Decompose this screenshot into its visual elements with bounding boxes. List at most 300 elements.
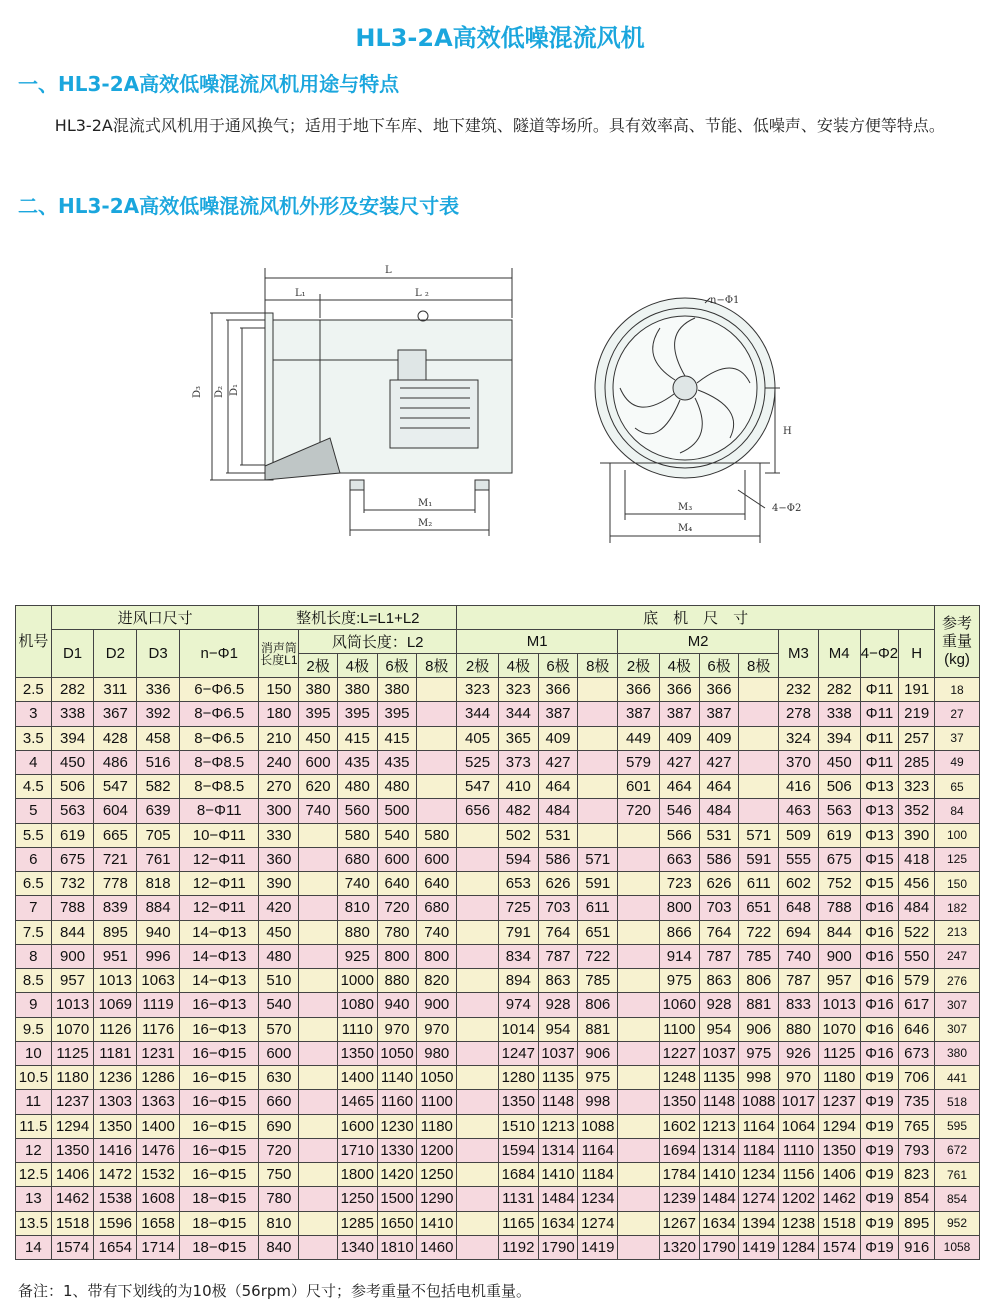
- col-m2-6p: 6极: [699, 654, 739, 678]
- table-cell: 13.5: [16, 1211, 52, 1235]
- svg-text:M₄: M₄: [678, 523, 693, 534]
- table-cell: 675: [51, 847, 94, 871]
- table-cell: 323: [899, 775, 935, 799]
- table-cell: 344: [498, 702, 538, 726]
- svg-text:D₂: D₂: [214, 385, 225, 398]
- table-cell: [739, 678, 779, 702]
- side-view: [210, 268, 512, 536]
- table-cell: 1350: [94, 1114, 137, 1138]
- table-cell: 723: [659, 872, 699, 896]
- table-cell: 880: [377, 969, 417, 993]
- table-cell: 1340: [337, 1235, 377, 1259]
- table-cell: 1694: [659, 1138, 699, 1162]
- table-row: [16, 993, 980, 1017]
- table-cell: 100: [935, 823, 980, 847]
- table-cell: 705: [137, 823, 180, 847]
- table-cell: 720: [259, 1138, 299, 1162]
- table-cell: 1410: [699, 1163, 739, 1187]
- table-cell: 257: [899, 726, 935, 750]
- usage-paragraph: HL3-2A混流式风机用于通风换气；适用于地下车库、地下建筑、隧道等场所。具有效率高、节能、低噪声、安装方便等特点。: [54, 116, 945, 135]
- table-cell: 1058: [935, 1235, 980, 1259]
- table-cell: 1088: [739, 1090, 779, 1114]
- table-cell: 940: [377, 993, 417, 1017]
- table-cell: 506: [51, 775, 94, 799]
- table-cell: 324: [779, 726, 819, 750]
- table-cell: 725: [498, 896, 538, 920]
- table-cell: 7.5: [16, 920, 52, 944]
- table-cell: 1200: [417, 1138, 457, 1162]
- table-cell: 1234: [578, 1187, 618, 1211]
- col-m1-8p: 8极: [578, 654, 618, 678]
- col-m2-4p: 4极: [659, 654, 699, 678]
- table-cell: 1140: [377, 1066, 417, 1090]
- table-cell: 1350: [659, 1090, 699, 1114]
- table-cell: [457, 944, 499, 968]
- dimension-table: [15, 605, 980, 1260]
- table-cell: 928: [538, 993, 578, 1017]
- table-cell: 12−Φ11: [180, 847, 259, 871]
- table-cell: 881: [739, 993, 779, 1017]
- table-cell: 651: [578, 920, 618, 944]
- table-cell: 780: [377, 920, 417, 944]
- col-tube-l2: 风筒长度：L2: [299, 630, 457, 654]
- table-cell: 14: [16, 1235, 52, 1259]
- table-cell: 800: [377, 944, 417, 968]
- table-cell: 464: [659, 775, 699, 799]
- table-cell: 464: [699, 775, 739, 799]
- table-cell: 600: [377, 847, 417, 871]
- table-cell: 1634: [538, 1211, 578, 1235]
- table-cell: [457, 1211, 499, 1235]
- table-cell: 510: [259, 969, 299, 993]
- col-base: 底 机 尺 寸: [457, 606, 935, 630]
- table-cell: 12.5: [16, 1163, 52, 1187]
- table-cell: [739, 799, 779, 823]
- table-cell: 427: [538, 750, 578, 774]
- table-cell: 1602: [659, 1114, 699, 1138]
- table-cell: 480: [337, 775, 377, 799]
- table-cell: [618, 1066, 660, 1090]
- table-cell: 600: [417, 847, 457, 871]
- table-cell: 338: [51, 702, 94, 726]
- table-cell: 680: [417, 896, 457, 920]
- table-cell: 240: [259, 750, 299, 774]
- table-cell: 1064: [779, 1114, 819, 1138]
- table-cell: 765: [899, 1114, 935, 1138]
- table-cell: 785: [578, 969, 618, 993]
- table-cell: 806: [578, 993, 618, 1017]
- table-cell: [457, 1138, 499, 1162]
- table-cell: 16−Φ15: [180, 1114, 259, 1138]
- table-cell: 5: [16, 799, 52, 823]
- table-cell: 450: [51, 750, 94, 774]
- table-cell: 974: [498, 993, 538, 1017]
- table-cell: 1594: [498, 1138, 538, 1162]
- table-cell: 1014: [498, 1017, 538, 1041]
- table-cell: Φ15: [860, 847, 899, 871]
- table-cell: 12−Φ11: [180, 872, 259, 896]
- table-cell: 926: [779, 1041, 819, 1065]
- table-cell: 560: [337, 799, 377, 823]
- table-cell: 18−Φ15: [180, 1187, 259, 1211]
- table-row: [16, 847, 980, 871]
- table-cell: 1013: [51, 993, 94, 1017]
- table-cell: 546: [659, 799, 699, 823]
- table-cell: 1634: [699, 1211, 739, 1235]
- table-cell: 1284: [779, 1235, 819, 1259]
- svg-text:L ₂: L ₂: [415, 288, 429, 299]
- table-cell: 1462: [818, 1187, 860, 1211]
- table-cell: 619: [818, 823, 860, 847]
- table-cell: 330: [259, 823, 299, 847]
- table-cell: 1063: [137, 969, 180, 993]
- table-cell: 579: [899, 969, 935, 993]
- table-cell: 1231: [137, 1041, 180, 1065]
- table-cell: [618, 993, 660, 1017]
- table-cell: 435: [337, 750, 377, 774]
- table-cell: 387: [618, 702, 660, 726]
- table-row: [16, 799, 980, 823]
- col-phi2: 4−Φ2: [860, 630, 899, 678]
- table-cell: 8−Φ8.5: [180, 775, 259, 799]
- table-cell: 3: [16, 702, 52, 726]
- table-cell: 16−Φ15: [180, 1163, 259, 1187]
- table-cell: [618, 969, 660, 993]
- table-cell: 380: [337, 678, 377, 702]
- table-cell: 1184: [578, 1163, 618, 1187]
- table-cell: 940: [137, 920, 180, 944]
- table-cell: 646: [899, 1017, 935, 1041]
- table-cell: 665: [94, 823, 137, 847]
- table-cell: [417, 678, 457, 702]
- table-cell: 8−Φ6.5: [180, 702, 259, 726]
- table-cell: 914: [659, 944, 699, 968]
- table-cell: 1247: [498, 1041, 538, 1065]
- table-cell: 1790: [699, 1235, 739, 1259]
- table-cell: 4: [16, 750, 52, 774]
- table-cell: 761: [935, 1163, 980, 1187]
- table-cell: 1654: [94, 1235, 137, 1259]
- table-cell: 8−Φ6.5: [180, 726, 259, 750]
- table-cell: 563: [51, 799, 94, 823]
- table-cell: 611: [739, 872, 779, 896]
- table-cell: 1135: [538, 1066, 578, 1090]
- table-cell: 1274: [739, 1187, 779, 1211]
- table-cell: 916: [899, 1235, 935, 1259]
- table-cell: 673: [899, 1041, 935, 1065]
- table-cell: 1119: [137, 993, 180, 1017]
- table-cell: 366: [699, 678, 739, 702]
- table-cell: 900: [51, 944, 94, 968]
- table-cell: 626: [538, 872, 578, 896]
- table-cell: 506: [818, 775, 860, 799]
- table-cell: 640: [417, 872, 457, 896]
- table-cell: 582: [137, 775, 180, 799]
- table-cell: 1608: [137, 1187, 180, 1211]
- table-cell: 409: [659, 726, 699, 750]
- table-cell: 484: [538, 799, 578, 823]
- table-cell: 1050: [417, 1066, 457, 1090]
- table-cell: 1213: [538, 1114, 578, 1138]
- table-cell: 1180: [818, 1066, 860, 1090]
- table-cell: 8−Φ8.5: [180, 750, 259, 774]
- table-cell: [618, 920, 660, 944]
- table-cell: 394: [818, 726, 860, 750]
- table-cell: 1574: [818, 1235, 860, 1259]
- table-cell: [457, 1235, 499, 1259]
- table-cell: 366: [659, 678, 699, 702]
- table-cell: 1476: [137, 1138, 180, 1162]
- table-cell: 752: [818, 872, 860, 896]
- table-cell: 502: [498, 823, 538, 847]
- table-cell: [457, 1066, 499, 1090]
- table-row: [16, 896, 980, 920]
- col-ref-weight: 参考重量(kg): [935, 606, 980, 678]
- table-row: [16, 1114, 980, 1138]
- col-d3: D3: [137, 630, 180, 678]
- table-cell: 6: [16, 847, 52, 871]
- table-cell: 854: [899, 1187, 935, 1211]
- table-cell: 1184: [739, 1138, 779, 1162]
- table-cell: [417, 702, 457, 726]
- col-m1: M1: [457, 630, 618, 654]
- table-cell: [618, 896, 660, 920]
- table-cell: 640: [377, 872, 417, 896]
- table-cell: 1088: [578, 1114, 618, 1138]
- table-cell: 1350: [498, 1090, 538, 1114]
- table-cell: 390: [259, 872, 299, 896]
- table-cell: Φ19: [860, 1163, 899, 1187]
- table-cell: Φ11: [860, 678, 899, 702]
- col-m2: M2: [618, 630, 779, 654]
- table-cell: Φ16: [860, 920, 899, 944]
- table-cell: [457, 823, 499, 847]
- table-cell: 450: [299, 726, 338, 750]
- table-cell: 780: [259, 1187, 299, 1211]
- table-row: [16, 1138, 980, 1162]
- table-cell: 367: [94, 702, 137, 726]
- table-cell: 450: [818, 750, 860, 774]
- table-cell: 1350: [51, 1138, 94, 1162]
- table-cell: 37: [935, 726, 980, 750]
- section-heading-usage: 一、HL3-2A高效低噪混流风机用途与特点: [18, 72, 400, 96]
- table-cell: 866: [659, 920, 699, 944]
- table-cell: 428: [94, 726, 137, 750]
- table-cell: 1160: [377, 1090, 417, 1114]
- table-cell: 366: [618, 678, 660, 702]
- table-cell: Φ19: [860, 1066, 899, 1090]
- table-cell: 409: [699, 726, 739, 750]
- table-cell: 282: [51, 678, 94, 702]
- table-row: [16, 1066, 980, 1090]
- table-cell: 182: [935, 896, 980, 920]
- table-cell: 1080: [337, 993, 377, 1017]
- table-cell: 1148: [538, 1090, 578, 1114]
- table-row: [16, 702, 980, 726]
- table-cell: [299, 1041, 338, 1065]
- table-cell: 13: [16, 1187, 52, 1211]
- table-cell: 1013: [818, 993, 860, 1017]
- table-cell: 4.5: [16, 775, 52, 799]
- table-cell: 395: [377, 702, 417, 726]
- table-cell: 458: [137, 726, 180, 750]
- table-cell: [299, 1187, 338, 1211]
- table-cell: 626: [699, 872, 739, 896]
- table-row: [16, 823, 980, 847]
- col-l2-8p: 8极: [417, 654, 457, 678]
- table-cell: 620: [299, 775, 338, 799]
- table-cell: 14−Φ13: [180, 969, 259, 993]
- table-cell: 750: [259, 1163, 299, 1187]
- table-cell: 16−Φ15: [180, 1138, 259, 1162]
- col-machine-no: 机号: [16, 606, 52, 678]
- table-cell: 270: [259, 775, 299, 799]
- table-cell: 1176: [137, 1017, 180, 1041]
- table-cell: 1394: [739, 1211, 779, 1235]
- table-cell: 480: [377, 775, 417, 799]
- table-cell: [299, 1163, 338, 1187]
- table-cell: 555: [779, 847, 819, 871]
- table-cell: 11: [16, 1090, 52, 1114]
- table-cell: 210: [259, 726, 299, 750]
- table-cell: 975: [578, 1066, 618, 1090]
- table-cell: 1658: [137, 1211, 180, 1235]
- table-cell: 10.5: [16, 1066, 52, 1090]
- table-cell: 282: [818, 678, 860, 702]
- table-cell: 980: [417, 1041, 457, 1065]
- table-cell: 550: [899, 944, 935, 968]
- table-cell: Φ11: [860, 702, 899, 726]
- table-cell: 1350: [818, 1138, 860, 1162]
- table-cell: 894: [498, 969, 538, 993]
- table-cell: 720: [377, 896, 417, 920]
- table-cell: 806: [739, 969, 779, 993]
- table-cell: 788: [51, 896, 94, 920]
- table-cell: 1314: [538, 1138, 578, 1162]
- table-cell: [578, 678, 618, 702]
- table-cell: 957: [818, 969, 860, 993]
- table-cell: 14−Φ13: [180, 920, 259, 944]
- table-cell: Φ13: [860, 799, 899, 823]
- col-muffler-l1: 消声筒长度L1: [259, 630, 299, 678]
- table-cell: 970: [377, 1017, 417, 1041]
- table-cell: 12: [16, 1138, 52, 1162]
- table-cell: [618, 1090, 660, 1114]
- table-cell: 1790: [538, 1235, 578, 1259]
- table-cell: 409: [538, 726, 578, 750]
- table-cell: 925: [337, 944, 377, 968]
- table-cell: Φ19: [860, 1235, 899, 1259]
- table-cell: 435: [377, 750, 417, 774]
- table-cell: 18: [935, 678, 980, 702]
- table-cell: 219: [899, 702, 935, 726]
- table-cell: 450: [259, 920, 299, 944]
- table-cell: 1460: [417, 1235, 457, 1259]
- table-cell: 1810: [377, 1235, 417, 1259]
- table-row: [16, 1090, 980, 1114]
- table-cell: 1126: [94, 1017, 137, 1041]
- table-cell: 954: [699, 1017, 739, 1041]
- table-cell: [457, 993, 499, 1017]
- table-cell: [299, 823, 338, 847]
- table-cell: 84: [935, 799, 980, 823]
- table-cell: 1465: [337, 1090, 377, 1114]
- table-cell: 764: [538, 920, 578, 944]
- table-cell: [618, 1041, 660, 1065]
- table-cell: Φ19: [860, 1211, 899, 1235]
- table-cell: [299, 920, 338, 944]
- col-m4: M4: [818, 630, 860, 678]
- table-cell: Φ16: [860, 1041, 899, 1065]
- table-cell: 1410: [417, 1211, 457, 1235]
- table-cell: 395: [299, 702, 338, 726]
- table-cell: 818: [137, 872, 180, 896]
- table-cell: 833: [779, 993, 819, 1017]
- table-cell: 656: [457, 799, 499, 823]
- table-cell: 1420: [377, 1163, 417, 1187]
- table-cell: 1100: [417, 1090, 457, 1114]
- table-cell: 648: [779, 896, 819, 920]
- table-cell: 580: [337, 823, 377, 847]
- table-cell: [457, 847, 499, 871]
- table-cell: 1110: [779, 1138, 819, 1162]
- table-cell: 703: [699, 896, 739, 920]
- table-cell: 1250: [337, 1187, 377, 1211]
- table-cell: Φ19: [860, 1090, 899, 1114]
- table-cell: [618, 1138, 660, 1162]
- table-cell: 1714: [137, 1235, 180, 1259]
- svg-text:n−Φ1: n−Φ1: [710, 295, 740, 306]
- table-cell: [299, 1114, 338, 1138]
- table-cell: 390: [899, 823, 935, 847]
- table-cell: Φ16: [860, 1017, 899, 1041]
- table-cell: 761: [137, 847, 180, 871]
- table-cell: 516: [137, 750, 180, 774]
- table-cell: [578, 702, 618, 726]
- svg-text:L: L: [385, 265, 392, 276]
- table-cell: 735: [899, 1090, 935, 1114]
- table-cell: [299, 1235, 338, 1259]
- table-row: [16, 1187, 980, 1211]
- table-cell: [739, 726, 779, 750]
- table-cell: [739, 775, 779, 799]
- table-cell: 788: [818, 896, 860, 920]
- table-cell: 380: [377, 678, 417, 702]
- table-cell: 276: [935, 969, 980, 993]
- col-l2-2p: 2极: [299, 654, 338, 678]
- table-cell: 740: [299, 799, 338, 823]
- table-cell: 338: [818, 702, 860, 726]
- table-cell: 1069: [94, 993, 137, 1017]
- table-cell: 307: [935, 1017, 980, 1041]
- table-cell: 998: [739, 1066, 779, 1090]
- table-cell: 463: [779, 799, 819, 823]
- table-cell: 16−Φ15: [180, 1090, 259, 1114]
- table-cell: 9: [16, 993, 52, 1017]
- table-cell: 800: [417, 944, 457, 968]
- table-cell: 721: [94, 847, 137, 871]
- table-cell: 1238: [779, 1211, 819, 1235]
- table-cell: Φ11: [860, 750, 899, 774]
- table-cell: 1192: [498, 1235, 538, 1259]
- table-cell: Φ16: [860, 944, 899, 968]
- table-cell: 1285: [337, 1211, 377, 1235]
- page-title: HL3-2A高效低噪混流风机: [355, 24, 645, 52]
- table-cell: 1416: [94, 1138, 137, 1162]
- table-cell: 690: [259, 1114, 299, 1138]
- table-cell: 1110: [337, 1017, 377, 1041]
- table-cell: 427: [699, 750, 739, 774]
